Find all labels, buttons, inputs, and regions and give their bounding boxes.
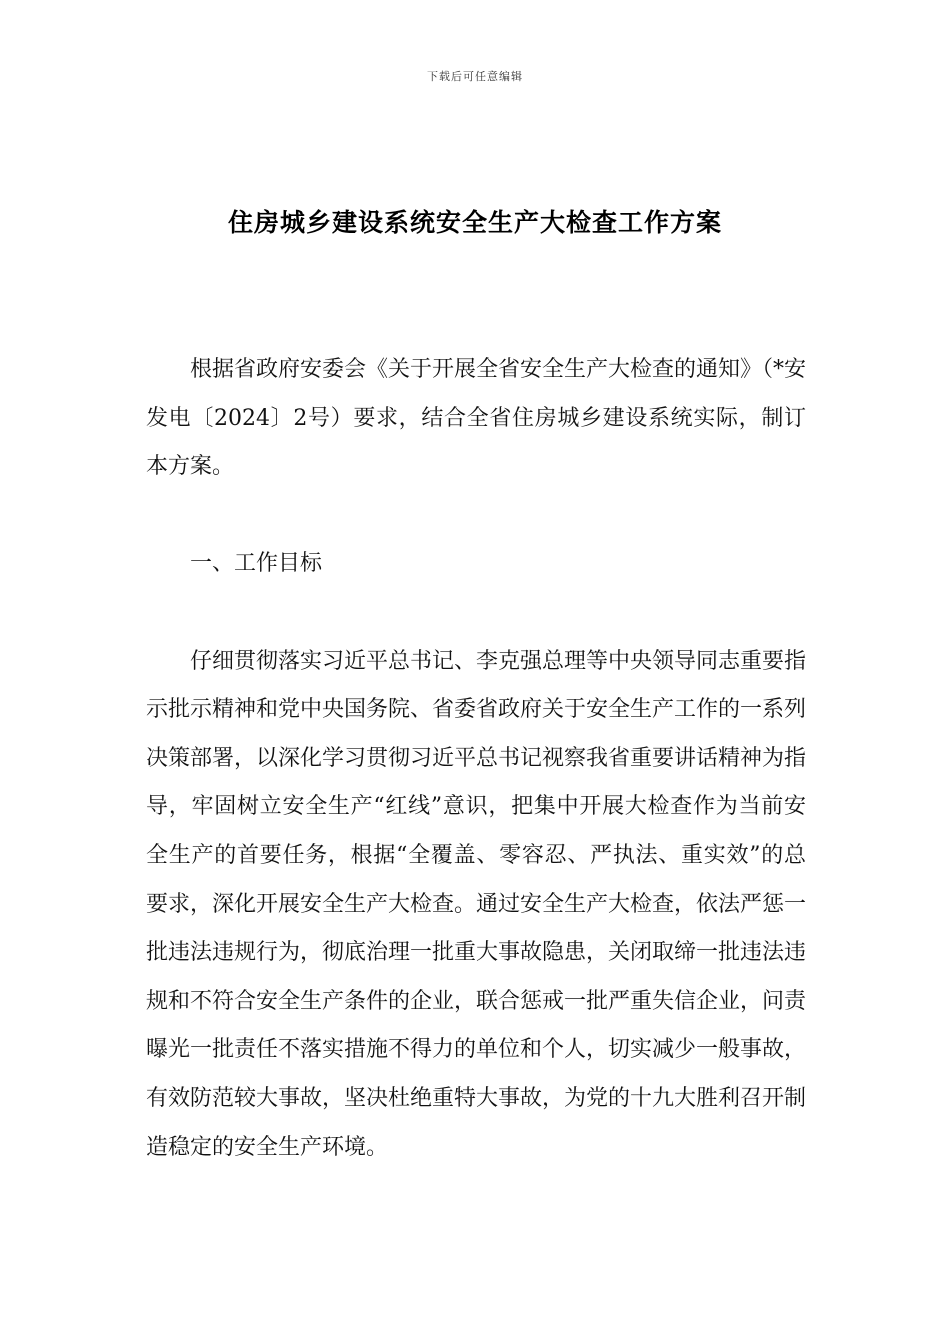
intro-paragraph: 根据省政府安委会《关于开展全省安全生产大检查的通知》（*安发电〔2024〕2号）要求，结合全省住房城乡建设系统实际，制订本方案。 [146,357,807,480]
page-header-note: 下载后可任意编辑 [427,70,523,83]
section-heading-goals: 一、工作目标 [190,551,323,577]
paragraph-spacer [146,492,806,541]
goals-paragraph: 仔细贯彻落实习近平总书记、李克强总理等中央领导同志重要指示批示精神和党中央国务院、省委省政府关于安全生产工作的一系列决策部署，以深化学习贯彻习近平总书记视察我省重要讲话精神为指导，牢固树立安全生产“红线”意识，把集中开展大检查作为当前安全生产的首要任务，根据“全覆盖、零容忍、严执法、重实效”的总要求，深化开展安全生产大检查。通过安全生产大检查，依法严惩一批违法违规行为，彻底治理一批重大事故隐患，关闭取缔一批违法违规和不符合安全生产条件的企业，联合惩戒一批严重失信企业，问责曝光一批责任不落实措施不得力的单位和个人，切实减少一般事故，有效防范较大事故，坚决杜绝重特大事故，为党的十九大胜利召开制造稳定的安全生产环境。 [146,648,807,1160]
document-body [146,346,806,1172]
paragraph-spacer [146,589,806,638]
document-title: 住房城乡建设系统安全生产大检查工作方案 [227,208,722,237]
